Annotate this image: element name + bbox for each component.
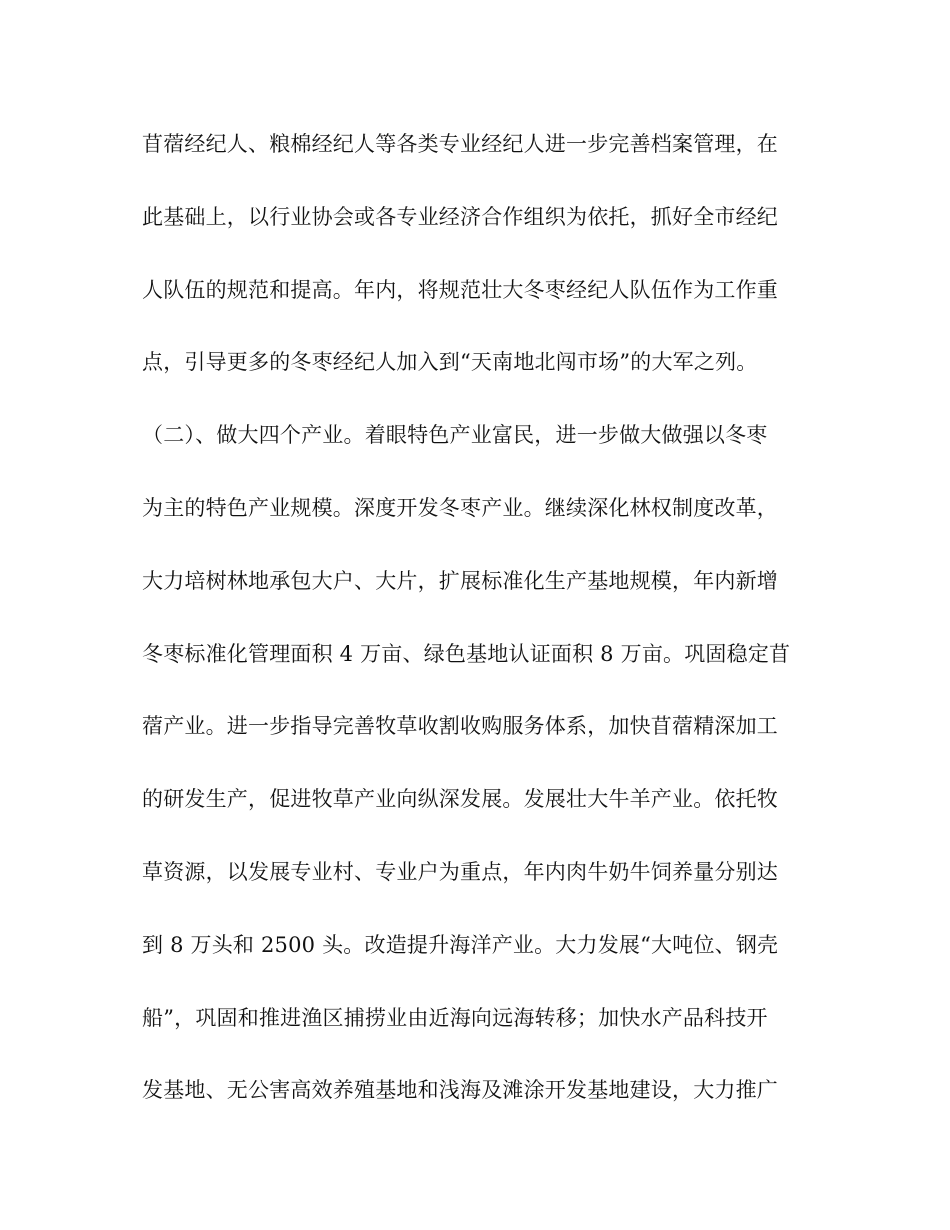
- text-line: 蓿产业。进一步指导完善牧草收割收购服务体系，加快苜蓿精深加工: [142, 714, 778, 739]
- text-line: （二）、做大四个产业。着眼特色产业富民，进一步做大做强以冬枣: [142, 423, 768, 448]
- text-line: 到 8 万头和 2500 头。改造提升海洋产业。大力发展“大吨位、钢壳: [142, 932, 779, 957]
- text-line: 大力培树林地承包大户、大片，扩展标准化生产基地规模，年内新增: [142, 568, 778, 593]
- text-line: 的研发生产，促进牧草产业向纵深发展。发展壮大牛羊产业。依托牧: [142, 787, 778, 812]
- text-line: 此基础上，以行业协会或各专业经济合作组织为依托，抓好全市经纪: [142, 204, 778, 229]
- text-line: 点，引导更多的冬枣经纪人加入到“天南地北闯市场”的大军之列。: [142, 350, 758, 375]
- text-line: 草资源，以发展专业村、专业户为重点，年内肉牛奶牛饲养量分别达: [142, 859, 778, 884]
- text-line: 船”，巩固和推进渔区捕捞业由近海向远海转移；加快水产品科技开: [142, 1005, 768, 1030]
- text-line: 发基地、无公害高效养殖基地和浅海及滩涂开发基地建设，大力推广: [142, 1078, 778, 1103]
- text-line: 人队伍的规范和提高。年内，将规范壮大冬枣经纪人队伍作为工作重: [142, 277, 778, 302]
- text-line: 苜蓿经纪人、粮棉经纪人等各类专业经纪人进一步完善档案管理，在: [142, 132, 778, 156]
- body-text: [142, 122, 822, 1141]
- text-line: 为主的特色产业规模。深度开发冬枣产业。继续深化林权制度改革，: [142, 495, 778, 520]
- text-line: 冬枣标准化管理面积 4 万亩、绿色基地认证面积 8 万亩。巩固稳定苜: [142, 641, 791, 666]
